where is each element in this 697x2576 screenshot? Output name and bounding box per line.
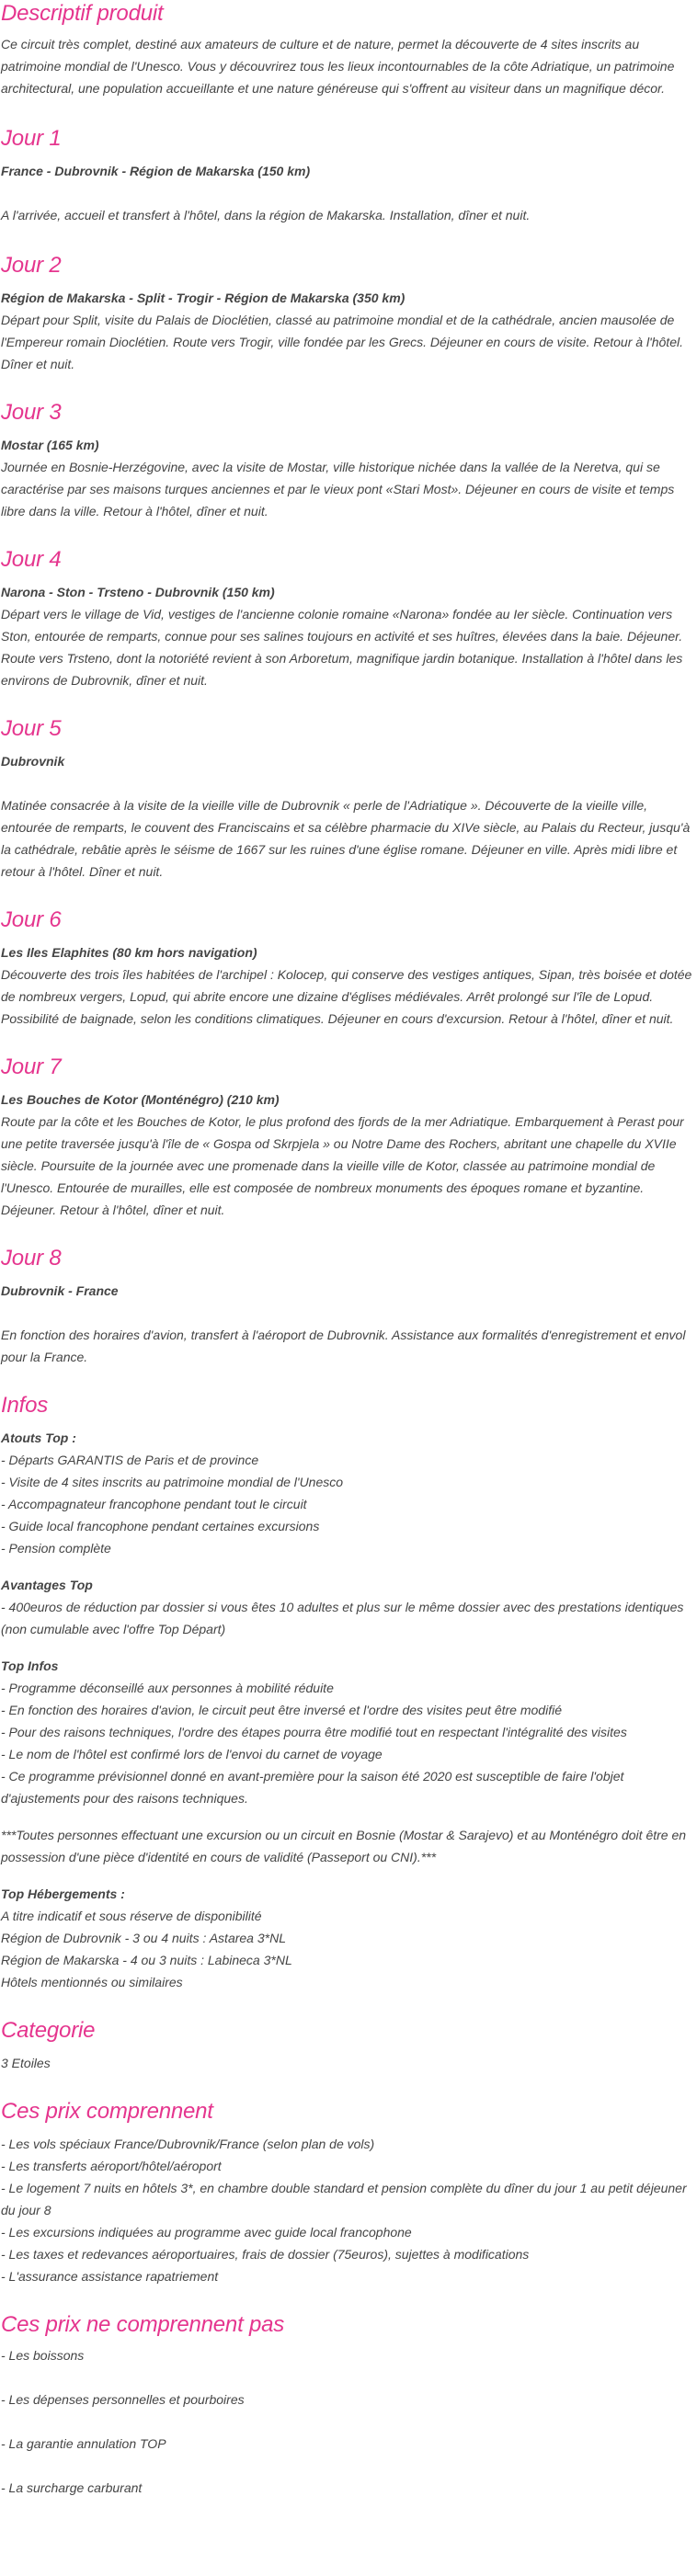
id-notice: ***Toutes personnes effectuant une excursion ou un circuit en Bosnie (Mostar & Sarajevo) et au Monténégro doit être en possession d'une pièce d'identité en cours de validité (Passeport ou CNI).*** — [1, 1828, 687, 1864]
categorie-heading: Categorie — [1, 2018, 96, 2043]
day-subtitle: Mostar (165 km) — [1, 438, 99, 452]
list-item: - Pour des raisons techniques, l'ordre des étapes pourra être modifié tout en respectant l'intégralité des visites — [1, 1725, 627, 1739]
day-8 — [1, 1245, 695, 1368]
hebergements-list — [1, 1905, 695, 1993]
day-text: Journée en Bosnie-Herzégovine, avec la visite de Mostar, ville historique nichée dans la vallée de la Neretva, qui se caractérise par ses maisons turques anciennes et par le vieux pont «Stari Most». Déjeuner en cours de visite et temps libre dans la ville. Retour à l'hôtel, dîner et nuit. — [1, 460, 675, 519]
day-4 — [1, 546, 695, 691]
day-title: Jour 2 — [1, 253, 62, 278]
day-title: Jour 5 — [1, 716, 62, 741]
list-item: - Guide local francophone pendant certaines excursions — [1, 1519, 320, 1533]
day-subtitle: Les Bouches de Kotor (Monténégro) (210 km) — [1, 1092, 280, 1107]
day-subtitle: Narona - Ston - Trsteno - Dubrovnik (150 km) — [1, 585, 275, 599]
topinfos-list — [1, 1677, 695, 1809]
avantages-text: - 400euros de réduction par dossier si vous êtes 10 adultes et plus sur le même dossier avec des prestations identiques (non cumulable avec l'offre Top Départ) — [1, 1600, 684, 1636]
list-item: - Visite de 4 sites inscrits au patrimoine mondial de l'Unesco — [1, 1475, 344, 1489]
day-text: En fonction des horaires d'avion, transfert à l'aéroport de Dubrovnik. Assistance aux formalités d'enregistrement et envol pour la France. — [1, 1328, 686, 1364]
day-text: Départ vers le village de Vid, vestiges de l'ancienne colonie romaine «Narona» fondée au Ier siècle. Continuation vers Ston, entourée de remparts, connue pour ses salines toujours en activité et ses huîtres, élevées dans la baie. Déjeuner. Route vers Trsteno, dont la notoriété revient à son Arboretum, magnifique jardin botanique. Installation à l'hôtel dans les environs de Dubrovnik, dîner et nuit. — [1, 607, 683, 688]
list-item: - Programme déconseillé aux personnes à mobilité réduite — [1, 1681, 334, 1695]
day-subtitle: Dubrovnik — [1, 754, 65, 769]
list-item: Région de Dubrovnik - 3 ou 4 nuits : Astarea 3*NL — [1, 1931, 286, 1945]
list-item: - Les dépenses personnelles et pourboires — [1, 2392, 245, 2407]
day-text: Découverte des trois îles habitées de l'archipel : Kolocep, qui conserve des vestiges antiques, Sipan, très boisée et dotée de nombreux vergers, Lopud, qui abrite encore une dizaine d'églises médiévales. Arrêt prolongé sur l'île de Lopud. Possibilité de baignade, selon les conditions climatiques. Déjeuner en cours d'excursion. Retour à l'hôtel, dîner et nuit. — [1, 967, 692, 1026]
day-title: Jour 8 — [1, 1246, 62, 1271]
list-item: - Les vols spéciaux France/Dubrovnik/France (selon plan de vols) — [1, 2137, 375, 2151]
categorie-value: 3 Etoiles — [1, 2056, 51, 2070]
description-text: Ce circuit très complet, destiné aux amateurs de culture et de nature, permet la découverte de 4 sites inscrits au patrimoine mondial de l'Unesco. Vous y découvrirez tous les lieux incontournables de la côte Adriatique, un patrimoine architectural, une population accueillante et une nature généreuse qui s'offrent au visiteur dans un magnifique décor. — [1, 37, 675, 96]
atouts-title: Atouts Top : — [1, 1430, 76, 1445]
list-item: - Les boissons — [1, 2348, 85, 2363]
day-2 — [1, 252, 695, 375]
day-1 — [1, 125, 695, 226]
hebergements-title: Top Hébergements : — [1, 1886, 125, 1901]
day-5 — [1, 715, 695, 883]
list-item: - En fonction des horaires d'avion, le circuit peut être inversé et l'ordre des visites peut être modifié — [1, 1703, 562, 1717]
list-item: - Les transferts aéroport/hôtel/aéroport — [1, 2159, 222, 2173]
list-item: - La garantie annulation TOP — [1, 2436, 166, 2451]
list-item: - Départs GARANTIS de Paris et de province — [1, 1453, 259, 1467]
list-item: Hôtels mentionnés ou similaires — [1, 1975, 183, 1989]
day-3 — [1, 399, 695, 522]
list-item: - Les excursions indiquées au programme avec guide local francophone — [1, 2225, 412, 2240]
day-text: A l'arrivée, accueil et transfert à l'hôtel, dans la région de Makarska. Installation, dîner et nuit. — [1, 208, 531, 222]
day-6 — [1, 906, 695, 1030]
list-item: A titre indicatif et sous réserve de disponibilité — [1, 1909, 262, 1923]
exclus-heading: Ces prix ne comprennent pas — [1, 2312, 285, 2337]
avantages-title: Avantages Top — [1, 1578, 93, 1592]
list-item: - La surcharge carburant — [1, 2480, 143, 2495]
exclus-list — [1, 2344, 695, 2499]
atouts-list — [1, 1449, 695, 1559]
list-item: - L'assurance assistance rapatriement — [1, 2269, 219, 2284]
day-text: Départ pour Split, visite du Palais de Dioclétien, classé au patrimoine mondial et de la cathédrale, ancien mausolée de l'Empereur romain Dioclétien. Route vers Trogir, ville fondée par les Grecs. Déjeuner en cours de visite. Retour à l'hôtel. Dîner et nuit. — [1, 313, 683, 371]
list-item: - Pension complète — [1, 1541, 111, 1556]
day-subtitle: Région de Makarska - Split - Trogir - Région de Makarska (350 km) — [1, 291, 406, 305]
inclus-heading: Ces prix comprennent — [1, 2099, 213, 2124]
infos-heading: Infos — [1, 1393, 49, 1418]
day-title: Jour 7 — [1, 1054, 62, 1079]
list-item: - Les taxes et redevances aéroportuaires, frais de dossier (75euros), sujettes à modifications — [1, 2247, 530, 2262]
day-text: Route par la côte et les Bouches de Kotor, le plus profond des fjords de la mer Adriatique. Embarquement à Perast pour une petite traversée jusqu'à l'île de « Gospa od Skrpjela » ou Notre Dame des Rochers, abritant une chapelle du XVIIe siècle. Poursuite de la journée avec une promenade dans la vieille ville de Kotor, classée au patrimoine mondial de l'Unesco. Entourée de murailles, elle est composée de nombreux monuments des époques romane et byzantine. Déjeuner. Retour à l'hôtel, dîner et nuit. — [1, 1114, 684, 1217]
day-title: Jour 1 — [1, 126, 62, 151]
description-heading: Descriptif produit — [1, 1, 164, 26]
day-subtitle: France - Dubrovnik - Région de Makarska (150 km) — [1, 164, 311, 178]
inclus-list — [1, 2133, 695, 2287]
day-title: Jour 4 — [1, 547, 62, 572]
day-title: Jour 3 — [1, 400, 62, 425]
list-item: Région de Makarska - 4 ou 3 nuits : Labineca 3*NL — [1, 1953, 292, 1967]
list-item: - Ce programme prévisionnel donné en avant-première pour la saison été 2020 est susceptible de faire l'objet d'ajustements pour des raisons techniques. — [1, 1769, 624, 1806]
list-item: - Le logement 7 nuits en hôtels 3*, en chambre double standard et pension complète du dîner du jour 1 au petit déjeuner du jour 8 — [1, 2181, 687, 2217]
list-item: - Accompagnateur francophone pendant tout le circuit — [1, 1497, 307, 1511]
day-subtitle: Dubrovnik - France — [1, 1283, 119, 1298]
day-subtitle: Les Iles Elaphites (80 km hors navigation) — [1, 945, 257, 960]
topinfos-title: Top Infos — [1, 1658, 59, 1673]
day-title: Jour 6 — [1, 907, 62, 932]
list-item: - Le nom de l'hôtel est confirmé lors de l'envoi du carnet de voyage — [1, 1747, 383, 1761]
day-7 — [1, 1054, 695, 1221]
day-text: Matinée consacrée à la visite de la vieille ville de Dubrovnik « perle de l'Adriatique ». Découverte de la vieille ville, entourée de remparts, le couvent des Franciscains et sa célèbre pharmacie du XIVe siècle, au Palais du Recteur, jusqu'à la cathédrale, rebâtie après le séisme de 1667 sur les ruines d'une église romane. Déjeuner en ville. Après midi libre et retour à l'hôtel. Dîner et nuit. — [1, 798, 691, 879]
